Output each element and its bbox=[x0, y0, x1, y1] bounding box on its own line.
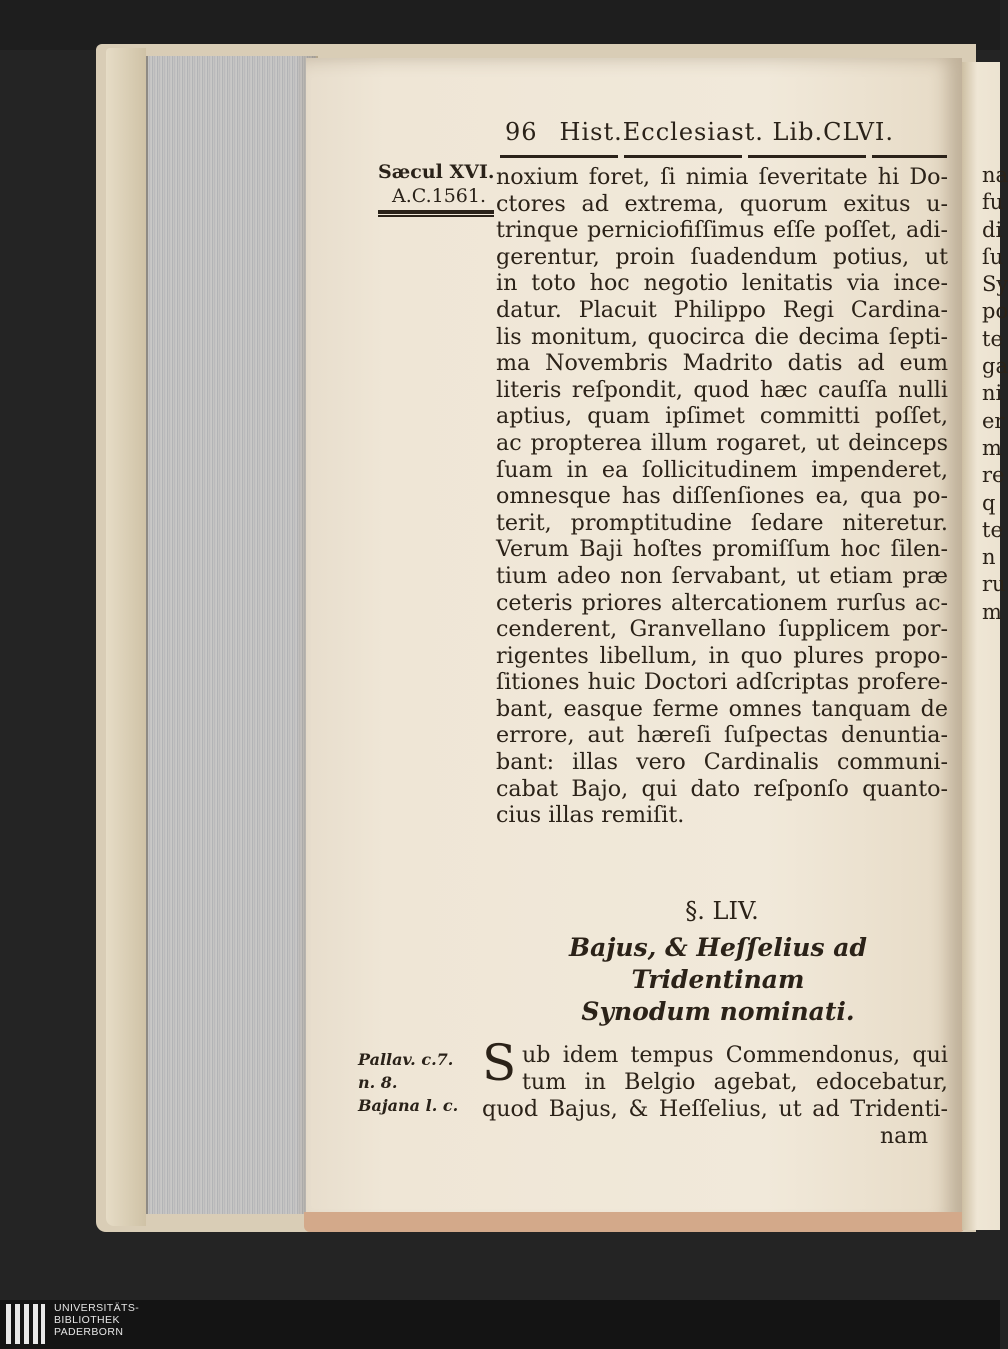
text-line: tium adeo non ſervabant, ut etiam præ bbox=[496, 562, 948, 589]
running-head-title: Hist.Ecclesiast. Lib.CLVI. bbox=[559, 118, 895, 146]
second-paragraph bbox=[482, 1042, 948, 1122]
text-line: tum in Belgio agebat, edocebatur, bbox=[522, 1068, 948, 1095]
section-title-line: Synodum nominati. bbox=[581, 997, 855, 1026]
main-paragraph bbox=[496, 164, 948, 829]
text-line: in toto hoc negotio lenitatis via ince- bbox=[496, 270, 948, 297]
text-line: quod Bajus, & Heſſelius, ut ad Tridenti- bbox=[482, 1095, 948, 1122]
facing-page-fragment: fu bbox=[982, 190, 1004, 215]
text-line: cenderent, Granvellano ſupplicem por- bbox=[496, 616, 948, 643]
margin-year: A.C.1561. bbox=[391, 185, 487, 207]
running-header bbox=[505, 118, 894, 146]
text-line: errore, aut hæreſi ſuſpectas denuntia- bbox=[496, 722, 948, 749]
library-name bbox=[54, 1302, 139, 1338]
library-name-line: BIBLIOTHEK bbox=[54, 1314, 120, 1326]
facing-page-fragment: na bbox=[982, 163, 1008, 187]
page-bottom-edge bbox=[304, 1212, 964, 1232]
text-line: ma Novembris Madrito datis ad eum bbox=[496, 350, 948, 377]
text-line: bant, easque ferme omnes tanquam de bbox=[496, 695, 948, 722]
text-line: ub idem tempus Commendonus, qui bbox=[522, 1042, 948, 1068]
text-line: rigentes libellum, in quo plures propo- bbox=[496, 642, 948, 669]
header-rule bbox=[500, 155, 947, 158]
facing-page-fragment: Sy bbox=[982, 272, 1008, 297]
text-line: ſitiones huic Doctori adſcriptas profere- bbox=[496, 669, 948, 696]
section-title bbox=[488, 932, 948, 1028]
text-line: aptius, quam ipſimet committi poſſet, bbox=[496, 403, 948, 430]
facing-page-fragment: te bbox=[982, 517, 1003, 542]
facing-page-text bbox=[982, 162, 1008, 626]
text-line: noxium foret, ſi nimia ſeveritate hi Do- bbox=[496, 164, 948, 190]
text-line: ceteris priores altercationem rurſus ac- bbox=[496, 589, 948, 616]
binding-fold bbox=[106, 48, 146, 1226]
text-line: cius illas remiſit. bbox=[496, 802, 685, 829]
text-line: lis monitum, quocirca die decima ſepti- bbox=[496, 323, 948, 350]
facing-page-fragment: q bbox=[982, 490, 996, 515]
section-mark: §. LIV. bbox=[685, 897, 759, 925]
facing-page-fragment: ſu bbox=[982, 244, 1004, 269]
drop-cap: S bbox=[482, 1034, 517, 1092]
margin-ref-line: n. 8. bbox=[358, 1073, 398, 1092]
library-name-line: PADERBORN bbox=[54, 1326, 124, 1338]
text-line: Verum Baji hoſtes promiſſum hoc ſilen- bbox=[496, 536, 948, 563]
margin-date-note bbox=[376, 160, 502, 208]
margin-rule bbox=[378, 210, 494, 217]
text-line: datur. Placuit Philippo Regi Cardina- bbox=[496, 296, 948, 323]
footer-bar bbox=[0, 1300, 1000, 1349]
text-line: terit, promptitudine ſedare niteretur. bbox=[496, 509, 948, 536]
text-line: bant: illas vero Cardinalis communi- bbox=[496, 749, 948, 776]
text-line: gerentur, proin ſuadendum potius, ut bbox=[496, 243, 948, 270]
page-number: 96 bbox=[505, 118, 538, 146]
facing-page-fragment: ni bbox=[982, 381, 1003, 406]
page-edges bbox=[146, 56, 316, 1214]
catchword: nam bbox=[880, 1124, 929, 1149]
facing-page-fragment: te bbox=[982, 326, 1003, 351]
show-through-ghost-text bbox=[378, 250, 488, 390]
margin-references bbox=[358, 1048, 490, 1117]
text-line: trinque perniciofiſſimus eſſe poſſet, adi- bbox=[496, 217, 948, 244]
facing-page-fragment: ga bbox=[982, 354, 1008, 379]
facing-page-fragment: po bbox=[982, 299, 1008, 324]
text-line: ſuam in ea ſollicitudinem impenderet, bbox=[496, 456, 948, 483]
facing-page-fragment: ru bbox=[982, 572, 1006, 597]
text-line: ac propterea illum rogaret, ut deinceps bbox=[496, 429, 948, 456]
facing-page-fragment: m bbox=[982, 435, 1002, 460]
library-name-line: UNIVERSITÄTS- bbox=[54, 1302, 140, 1314]
library-logo-icon bbox=[6, 1304, 46, 1344]
text-line: omnesque has diſſenſiones ea, qua po- bbox=[496, 483, 948, 510]
margin-ref-line: Bajana l. c. bbox=[358, 1096, 459, 1115]
scan-background bbox=[0, 0, 1000, 50]
text-line: ctores ad extrema, quorum exitus u- bbox=[496, 190, 948, 217]
facing-page-fragment: n bbox=[982, 545, 996, 570]
facing-page-fragment: re bbox=[982, 463, 1005, 488]
text-line: cabat Bajo, qui dato reſponſo quanto- bbox=[496, 775, 948, 802]
text-line: literis reſpondit, quod hæc cauſſa nulli bbox=[496, 376, 948, 403]
section-title-line: Bajus, & Heſſelius ad Tridentinam bbox=[569, 933, 867, 994]
facing-page-fragment: er bbox=[982, 408, 1005, 433]
margin-ref-line: Pallav. c.7. bbox=[358, 1050, 454, 1069]
facing-page-fragment: m bbox=[982, 599, 1002, 624]
margin-century: Sæcul XVI. bbox=[378, 161, 495, 183]
facing-page-fragment: di bbox=[982, 217, 1003, 242]
